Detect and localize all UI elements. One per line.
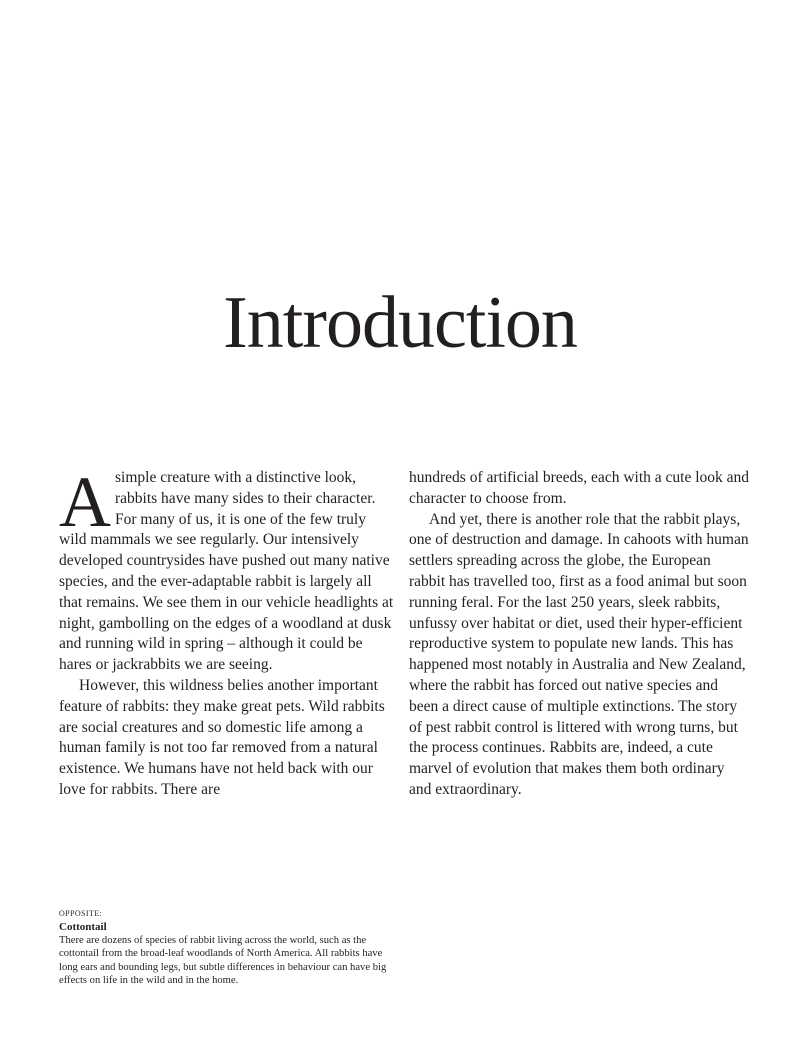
body-paragraph (59, 462, 395, 676)
drop-cap: A (59, 462, 111, 542)
caption-label: OPPOSITE: (59, 909, 103, 918)
body-paragraph: However, this wildness belies another important feature of rabbits: they make great pets. Wild rabbits are social creatures and so domestic life among a human family is not too far removed from a natural existence. We humans have not held back with our love for rabbits. There are (59, 676, 385, 798)
body-column-left (59, 462, 395, 801)
caption-title: Cottontail (59, 921, 107, 933)
body-paragraph: hundreds of artificial breeds, each with a cute look and character to choose from. (409, 469, 750, 507)
page-title: Introduction (223, 282, 577, 364)
caption-text: There are dozens of species of rabbit living across the world, such as the cottontail from the broad-leaf woodlands of North America. All rabbits have long ears and bounding legs, but subtle differences in behaviour can have big effects on life in the wild and in the home. (59, 935, 387, 987)
body-paragraph: And yet, there is another role that the rabbit plays, one of destruction and damage. In cahoots with human settlers spreading across the globe, the European rabbit has travelled too, first as a food animal but soon running feral. For the last 250 years, sleek rabbits, unfussy over habitat or diet, used their hyper-efficient reproductive system to populate new lands. This has happened most notably in Australia and New Zealand, where the rabbit has forced out native species and been a direct cause of multiple extinctions. The story of pest rabbit control is littered with wrong turns, but the process continues. Rabbits are, indeed, a cute marvel of evolution that makes them both ordinary and extraordinary. (409, 510, 749, 798)
body-column-right (409, 468, 749, 801)
image-caption (59, 908, 399, 988)
paragraph-text: simple creature with a distinctive look, rabbits have many sides to their character. For many of us, it is one of the few truly wild mammals we see regularly. Our intensively developed countrysides have pushed out many native species, and the ever-adaptable rabbit is largely all that remains. We see them in our vehicle headlights at night, gambolling on the edges of a woodland at dusk and running wild in spring – although it could be hares or jackrabbits we are seeing. (59, 469, 394, 674)
